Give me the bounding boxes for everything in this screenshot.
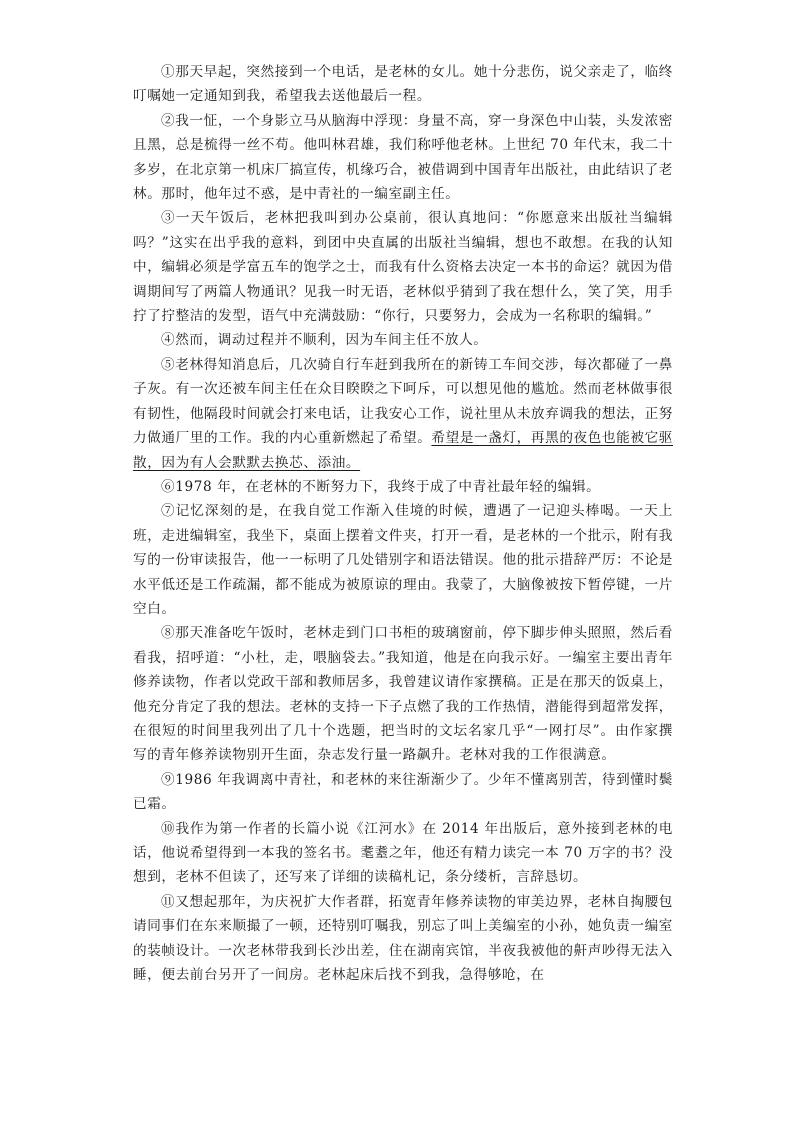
paragraph-10: ⑩我作为第一作者的长篇小说《江河水》在 2014 年出版后，意外接到老林的电话，他说希望得到一本我的签名书。耄耋之年，他还有精力读完一本 70 万字的书？没想到，老林不但读了，还写来了详细的读稿札记，条分缕析，言辞恳切。 [133,820,673,886]
paragraph-7: ⑦记忆深刻的是，在我自觉工作渐入佳境的时候，遭遇了一记迎头棒喝。一天上班，走进编辑室，我坐下，桌面上摆着文件夹，打开一看，是老林的一个批示，附有我写的一份审读报告，他一一标明了几处错别字和语法错误。他的批示措辞严厉：不论是水平低还是工作疏漏，都不能成为被原谅的理由。我蒙了，大脑像被按下暂停键，一片空白。 [133,503,673,617]
underlined-sentence: 希望是一盏灯，再黑的夜色也能被它驱散，因为有人会默默去换芯、添油。 [133,430,673,471]
paragraph-11: ⑪又想起那年，为庆祝扩大作者群，拓宽青年修养读物的审美边界，老林自掏腰包请同事们在东来顺撮了一顿，还特别叮嘱我，别忘了叫上美编室的小孙，她负责一编室的装帧设计。一次老林带我到长沙出差，住在湖南宾馆，半夜我被他的鼾声吵得无法入睡，便去前台另开了一间房。老林起床后找不到我，急得够呛，在 [133,893,673,984]
paragraph-6: ⑥1978 年，在老林的不断努力下，我终于成了中青社最年轻的编辑。 [161,478,601,495]
paragraph-8: ⑧那天准备吃午饭时，老林走到门口书柜的玻璃窗前，停下脚步伸头照照，然后看看我，招呼道：“小杜，走，喂脑袋去。”我知道，他是在向我示好。一编室主要出青年修养读物，作者以党政干部和教师居多，我曾建议请作家撰稿。正是在那天的饭桌上，他充分肯定了我的想法。老林的支持一下子点燃了我的工作热情，潜能得到超常发挥，在很短的时间里我列出了几十个选题，把当时的文坛名家几乎“一网打尽”。由作家撰写的青年修养读物别开生面，杂志发行量一路飙升。老林对我的工作很满意。 [133,625,673,764]
paragraph-1: ①那天早起，突然接到一个电话，是老林的女儿。她十分悲伤，说父亲走了，临终叮嘱她一定通知到我，希望我去送他最后一程。 [133,64,673,105]
paragraph-3: ③一天午饭后，老林把我叫到办公桌前，很认真地问：“你愿意来出版社当编辑吗？”这实在出乎我的意料，到团中央直属的出版社当编辑，想也不敢想。在我的认知中，编辑必须是学富五车的饱学之士，而我有什么资格去决定一本书的命运？就因为借调期间写了两篇人物通讯？见我一时无语，老林似乎猜到了我在想什么，笑了笑，用手拧了拧整洁的发型，语气中充满鼓励：“你行，只要努力，会成为一名称职的编辑。” [133,210,673,325]
paragraph-9: ⑨1986 年我调离中青社，和老林的来往渐渐少了。少年不懂离别苦，待到懂时鬓已霜。 [133,771,673,813]
paragraph-5 [133,353,673,475]
paragraph-4: ④然而，调动过程并不顺利，因为车间主任不放人。 [161,332,488,349]
paragraph-5-text: ⑤老林得知消息后，几次骑自行车赶到我所在的新铸工车间交涉，每次都碰了一鼻子灰。有一次还被车间主任在众目睽睽之下呵斥，可以想见他的尴尬。然而老林做事很有韧性，他隔段时间就会打来电话，让我安心工作，说社里从未放弃调我的想法，正努力做通厂里的工作。我的内心重新燃起了希望。 [133,356,673,447]
paragraph-2: ②我一怔，一个身影立马从脑海中浮现：身量不高，穿一身深色中山装，头发浓密且黑，总是梳得一丝不苟。他叫林君雄，我们称呼他老林。上世纪 70 年代末，我二十多岁，在北京第一机床厂搞宣传，机缘巧合，被借调到中国青年出版社，由此结识了老林。那时，他年过不惑，是中青社的一编室副主任。 [133,112,673,203]
article-body [133,60,673,987]
